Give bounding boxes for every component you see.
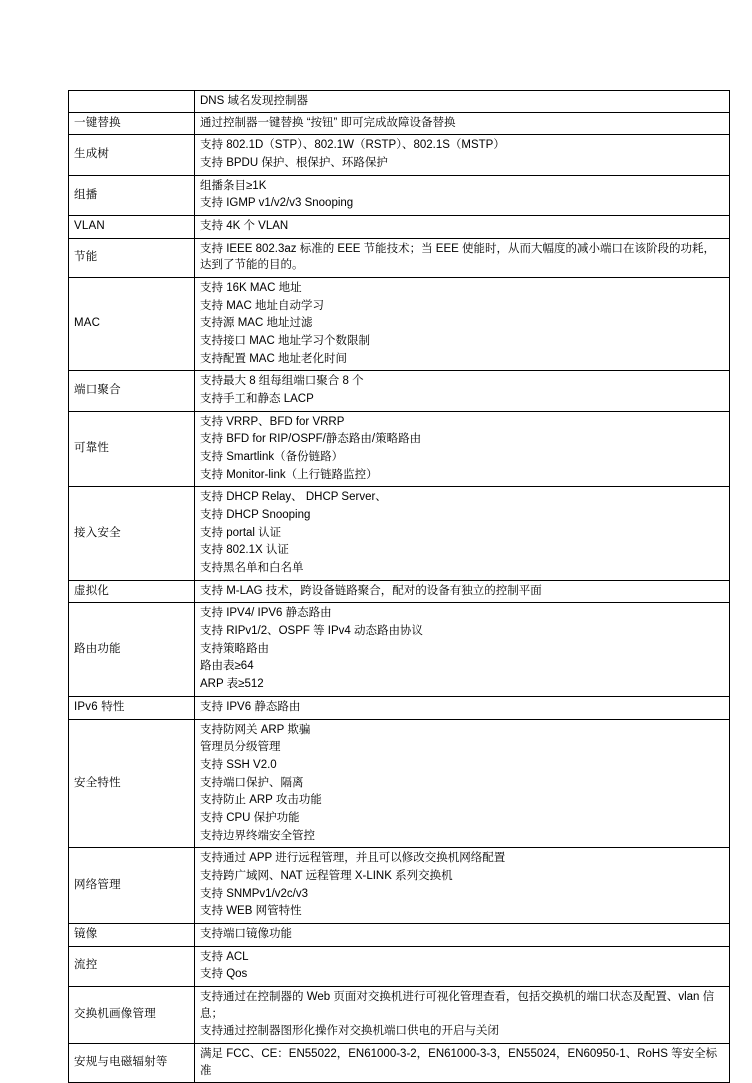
row-value-line: 支持手工和静态 LACP [200,393,314,406]
row-value-line: 支持通过控制器图形化操作对交换机端口供电的开启与关闭 [200,1025,499,1038]
row-value-line: 支持配置 MAC 地址老化时间 [200,352,347,365]
row-value-line: DNS 域名发现控制器 [200,95,308,107]
row-value-line: 通过控制器一键替换 “按钮” 即可完成故障设备替换 [200,116,456,129]
row-label: 网络管理 [69,848,195,924]
row-label: 一键替换 [69,112,195,135]
row-value-line: 满足 FCC、CE：EN55022，EN61000-3-2，EN61000-3-3，EN55024，EN60950-1、RoHS 等安全标准 [200,1047,718,1077]
row-value-line: 支持 SSH V2.0 [200,758,277,771]
specification-table [68,90,730,1083]
row-value [195,848,730,924]
row-value [195,238,730,277]
row-value-line: 支持 802.1X 认证 [200,544,289,557]
row-value-line: 支持 M-LAG 技术，跨设备链路聚合，配对的设备有独立的控制平面 [200,584,542,597]
row-value-line: 支持 ACL [200,950,249,963]
row-label: VLAN [69,216,195,239]
table-row [69,112,730,135]
row-label: 接入安全 [69,487,195,580]
table-row [69,580,730,603]
table-row [69,91,730,113]
row-label: 可靠性 [69,411,195,487]
row-label: MAC [69,278,195,371]
row-value-line: 支持接口 MAC 地址学习个数限制 [200,335,370,348]
row-value-line: 支持 4K 个 VLAN [200,220,289,233]
row-value-line: 支持源 MAC 地址过滤 [200,317,313,330]
table-row [69,603,730,696]
row-value [195,371,730,411]
row-value [195,696,730,719]
row-value [195,986,730,1043]
row-value-line: 支持黑名单和白名单 [200,562,304,575]
row-value-line: 支持 IEEE 802.3az 标准的 EEE 节能技术；当 EEE 使能时，从而大幅度的减小端口在该阶段的功耗，达到了节能的目的。 [200,242,716,272]
row-value-line: 支持 DHCP Relay、 DHCP Server、 [200,491,387,504]
table-row [69,135,730,175]
row-value-line: 支持最大 8 组每组端口聚合 8 个 [200,375,364,388]
row-value-line: 管理员分级管理 [200,741,281,754]
row-value [195,112,730,135]
table-row [69,175,730,215]
row-label: 节能 [69,238,195,277]
table-row [69,278,730,371]
table-row [69,487,730,580]
table-row [69,946,730,986]
row-value-line: 支持 Monitor-link（上行链路监控） [200,468,378,481]
row-value-line: 支持 BFD for RIP/OSPF/静态路由/策略路由 [200,433,422,446]
table-row [69,238,730,277]
row-value [195,1043,730,1082]
row-value-line: 路由表≥64 [200,660,254,673]
row-value-line: 支持 MAC 地址自动学习 [200,299,324,312]
table-row [69,923,730,946]
row-value [195,91,730,113]
row-label: 安规与电磁辐射等 [69,1043,195,1082]
row-value-line: 支持 WEB 网管特性 [200,905,302,918]
row-value-line: 支持 DHCP Snooping [200,509,311,522]
table-row [69,696,730,719]
row-label: 组播 [69,175,195,215]
row-value-line: 支持策略路由 [200,642,269,655]
row-label: 流控 [69,946,195,986]
row-label: 交换机画像管理 [69,986,195,1043]
row-label: 路由功能 [69,603,195,696]
row-value-line: 支持 Qos [200,968,248,981]
row-label: 虚拟化 [69,580,195,603]
row-value-line: 支持 VRRP、BFD for VRRP [200,415,345,428]
row-value [195,487,730,580]
row-value-line: 支持通过 APP 进行远程管理，并且可以修改交换机网络配置 [200,852,506,865]
row-label: 端口聚合 [69,371,195,411]
row-value [195,923,730,946]
row-value [195,216,730,239]
row-label: IPv6 特性 [69,696,195,719]
row-value [195,175,730,215]
row-value [195,603,730,696]
row-label: 镜像 [69,923,195,946]
row-value-line: 支持通过在控制器的 Web 页面对交换机进行可视化管理查看，包括交换机的端口状态及配置、vlan 信息； [200,990,715,1020]
table-row [69,411,730,487]
row-value [195,411,730,487]
row-value-line: 支持 16K MAC 地址 [200,282,302,295]
table-row [69,848,730,924]
row-value-line: 支持边界终端安全管控 [200,829,315,842]
row-value-line: 支持 802.1D（STP）、802.1W（RSTP）、802.1S（MSTP） [200,139,505,152]
row-value-line: 组播条目≥1K [200,179,267,192]
row-value-line: 支持防网关 ARP 欺骗 [200,723,311,736]
row-value-line: 支持 Smartlink（备份链路） [200,451,344,464]
row-value [195,946,730,986]
row-value-line: 支持 SNMPv1/v2c/v3 [200,887,308,900]
row-label: 安全特性 [69,719,195,848]
row-value [195,580,730,603]
row-value-line: 支持 RIPv1/2、OSPF 等 IPv4 动态路由协议 [200,625,424,638]
row-value-line: 支持 CPU 保护功能 [200,811,300,824]
table-row [69,986,730,1043]
table-row [69,1043,730,1082]
table-body [69,91,730,1083]
row-value-line: 支持 BPDU 保护、根保护、环路保护 [200,157,388,170]
table-row [69,371,730,411]
row-value-line: 支持跨广域网、NAT 远程管理 X-LINK 系列交换机 [200,869,453,882]
row-value-line: 支持端口保护、隔离 [200,776,304,789]
row-value-line: 支持 IPV6 静态路由 [200,700,301,713]
row-value-line: ARP 表≥512 [200,678,264,691]
row-value-line: 支持端口镜像功能 [200,927,292,940]
row-value-line: 支持防止 ARP 攻击功能 [200,794,322,807]
row-value [195,135,730,175]
row-value-line: 支持 IPV4/ IPV6 静态路由 [200,607,332,620]
row-label: 生成树 [69,135,195,175]
table-row [69,719,730,848]
row-value-line: 支持 portal 认证 [200,526,282,539]
row-value-line: 支持 IGMP v1/v2/v3 Snooping [200,197,354,210]
table-row [69,216,730,239]
row-value [195,719,730,848]
row-label [69,91,195,113]
row-value [195,278,730,371]
